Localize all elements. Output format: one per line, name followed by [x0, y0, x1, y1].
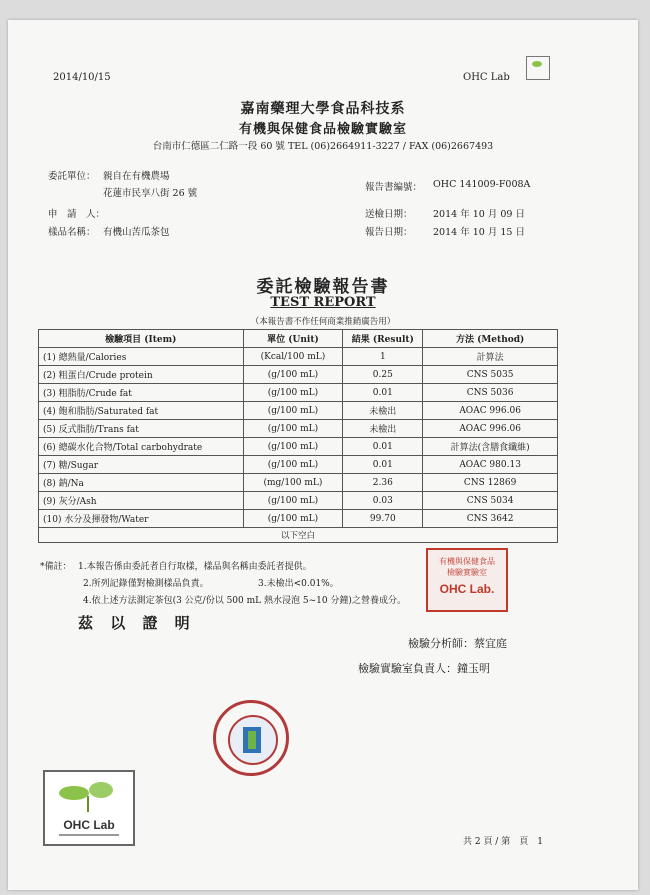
certification-statement: 茲 以 證 明 — [78, 614, 196, 632]
note-3: 3.未檢出<0.01%。 — [258, 579, 339, 589]
table-header-row — [39, 330, 558, 348]
report-title-english: TEST REPORT — [270, 295, 376, 310]
report-date: 2014 年 10 月 15 日 — [433, 227, 525, 238]
cell-unit: (g/100 mL) — [243, 438, 343, 456]
cell-method: AOAC 980.13 — [423, 456, 558, 474]
received-date-label: 送檢日期： — [365, 209, 413, 220]
cell-result: 未檢出 — [343, 420, 423, 438]
cell-item: (4) 飽和脂肪/Saturated fat — [39, 402, 244, 420]
cell-result: 0.01 — [343, 456, 423, 474]
cell-result: 1 — [343, 348, 423, 366]
header-method: 方法 (Method) — [423, 330, 558, 348]
supervisor-label: 檢驗實驗室負責人： — [358, 662, 457, 675]
cell-method: AOAC 996.06 — [423, 402, 558, 420]
results-table — [38, 329, 558, 543]
table-row — [39, 420, 558, 438]
header-item: 檢驗項目 (Item) — [39, 330, 244, 348]
report-number-label: 報告書編號： — [365, 182, 423, 193]
table-row — [39, 438, 558, 456]
cell-method: AOAC 996.06 — [423, 420, 558, 438]
supervisor-name: 鐘玉明 — [457, 662, 490, 675]
client-address: 花蓮市民享八街 26 號 — [103, 188, 198, 199]
cell-unit: (g/100 mL) — [243, 456, 343, 474]
report-title-chinese: 委託檢驗報告書 — [256, 277, 390, 297]
cell-item: (8) 鈉/Na — [39, 474, 244, 492]
table-row — [39, 456, 558, 474]
lab-red-stamp — [426, 548, 508, 612]
table-row — [39, 402, 558, 420]
stamp-line-1: 有機與保健食品 — [439, 557, 495, 566]
cell-method: CNS 12869 — [423, 474, 558, 492]
notes-label: *備註： — [40, 562, 72, 572]
supervisor-signature — [358, 660, 490, 676]
table-row — [39, 384, 558, 402]
university-seal-icon — [213, 700, 289, 776]
analyst-name: 蔡宜庭 — [474, 637, 507, 650]
applicant-label: 申 請 人： — [48, 209, 106, 220]
cell-result: 99.70 — [343, 510, 423, 528]
cell-result: 0.01 — [343, 384, 423, 402]
analyst-signature — [408, 635, 507, 651]
cell-unit: (Kcal/100 mL) — [243, 348, 343, 366]
cell-unit: (g/100 mL) — [243, 366, 343, 384]
cell-method: CNS 5034 — [423, 492, 558, 510]
lab-small-logo-icon — [526, 56, 550, 80]
client-label: 委託單位： — [48, 171, 96, 182]
client-name: 親自在有機農場 — [103, 171, 170, 182]
cell-result: 0.03 — [343, 492, 423, 510]
note-2: 2.所列記錄僅對檢測樣品負責。 — [83, 579, 209, 589]
cell-item: (2) 粗蛋白/Crude protein — [39, 366, 244, 384]
cell-method: CNS 3642 — [423, 510, 558, 528]
cell-method: 計算法 — [423, 348, 558, 366]
table-row — [39, 510, 558, 528]
page-number: 共 2 頁 / 第 頁 1 — [463, 837, 543, 847]
lab-badge-text: OHC Lab — [463, 72, 510, 83]
cell-item: (10) 水分及揮發物/Water — [39, 510, 244, 528]
cell-result: 2.36 — [343, 474, 423, 492]
ohc-lab-logo — [43, 770, 135, 846]
cell-item: (3) 粗脂肪/Crude fat — [39, 384, 244, 402]
logo-text: OHC Lab — [63, 818, 115, 832]
cell-result: 0.25 — [343, 366, 423, 384]
header-result: 結果 (Result) — [343, 330, 423, 348]
cell-result: 未檢出 — [343, 402, 423, 420]
received-date: 2014 年 10 月 09 日 — [433, 209, 525, 220]
table-row — [39, 366, 558, 384]
lab-address: 台南市仁德區二仁路一段 60 號 TEL (06)2664911-3227 / FAX (06)2667493 — [152, 141, 494, 152]
report-date-top: 2014/10/15 — [53, 72, 111, 83]
note-4: 4.依上述方法測定茶包(3 公克/份以 500 mL 熱水浸泡 5~10 分鐘)之營養成分。 — [83, 596, 406, 606]
cell-item: (5) 反式脂肪/Trans fat — [39, 420, 244, 438]
sample-name: 有機山苦瓜茶包 — [103, 227, 170, 238]
report-date-label: 報告日期： — [365, 227, 413, 238]
cell-unit: (g/100 mL) — [243, 510, 343, 528]
stamp-line-2: 檢驗實驗室 — [447, 568, 487, 577]
cell-item: (7) 糖/Sugar — [39, 456, 244, 474]
cell-item: (1) 總熱量/Calories — [39, 348, 244, 366]
cell-method: CNS 5036 — [423, 384, 558, 402]
cell-item: (9) 灰分/Ash — [39, 492, 244, 510]
cell-unit: (mg/100 mL) — [243, 474, 343, 492]
cell-method: CNS 5035 — [423, 366, 558, 384]
table-row — [39, 492, 558, 510]
table-row — [39, 474, 558, 492]
analyst-label: 檢驗分析師： — [408, 637, 474, 650]
cell-item: (6) 總碳水化合物/Total carbohydrate — [39, 438, 244, 456]
cell-unit: (g/100 mL) — [243, 384, 343, 402]
laboratory-name: 有機與保健食品檢驗實驗室 — [238, 122, 407, 137]
cell-unit: (g/100 mL) — [243, 420, 343, 438]
note-1: 1.本報告係由委託者自行取樣，樣品與名稱由委託者提供。 — [78, 562, 312, 572]
university-name: 嘉南藥理大學食品科技系 — [240, 101, 406, 117]
cell-unit: (g/100 mL) — [243, 402, 343, 420]
report-page — [8, 20, 638, 890]
cell-method: 計算法(含膳食纖維) — [423, 438, 558, 456]
table-footer-row — [39, 528, 558, 543]
stamp-line-3: OHC Lab. — [439, 582, 495, 596]
table-row — [39, 348, 558, 366]
cell-unit: (g/100 mL) — [243, 492, 343, 510]
sample-label: 樣品名稱： — [48, 227, 96, 238]
table-end-marker: 以下空白 — [39, 528, 558, 543]
report-subtitle: （本報告書不作任何商業推銷廣告用） — [250, 317, 396, 327]
report-number: OHC 141009-F008A — [433, 179, 531, 190]
cell-result: 0.01 — [343, 438, 423, 456]
header-unit: 單位 (Unit) — [243, 330, 343, 348]
